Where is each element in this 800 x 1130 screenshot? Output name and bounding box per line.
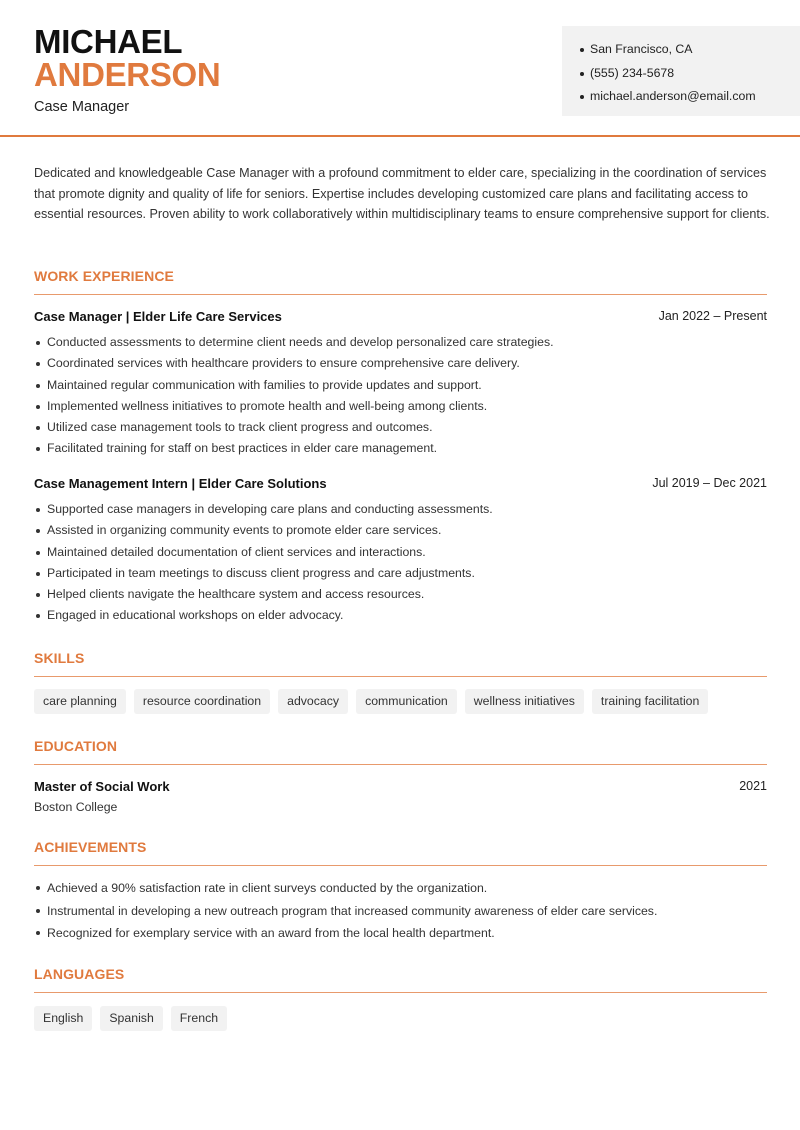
skills-heading: SKILLS bbox=[34, 650, 767, 677]
skill-tag: care planning bbox=[34, 689, 126, 714]
education-heading: EDUCATION bbox=[34, 738, 767, 765]
contact-location: San Francisco, CA bbox=[580, 38, 800, 62]
language-tag: English bbox=[34, 1006, 92, 1031]
list-item: Maintained regular communication with families to provide updates and support. bbox=[34, 375, 767, 396]
list-item: Engaged in educational workshops on elder advocacy. bbox=[34, 605, 767, 626]
list-item: Helped clients navigate the healthcare system and access resources. bbox=[34, 584, 767, 605]
job-title-company: Case Management Intern | Elder Care Solutions bbox=[34, 476, 327, 491]
achievements-list bbox=[34, 877, 767, 945]
language-tag: Spanish bbox=[100, 1006, 162, 1031]
list-item: Implemented wellness initiatives to promote health and well-being among clients. bbox=[34, 396, 767, 417]
skills-tags bbox=[34, 689, 708, 714]
graduation-year: 2021 bbox=[739, 779, 767, 793]
contact-box bbox=[562, 26, 800, 116]
education-entry-header bbox=[34, 779, 767, 797]
list-item: Facilitated training for staff on best practices in elder care management. bbox=[34, 438, 767, 459]
list-item: Achieved a 90% satisfaction rate in client surveys conducted by the organization. bbox=[34, 877, 767, 900]
last-name: ANDERSON bbox=[34, 56, 221, 93]
job-dates: Jul 2019 – Dec 2021 bbox=[652, 476, 767, 490]
job-bullet-list bbox=[34, 499, 767, 627]
skill-tag: training facilitation bbox=[592, 689, 708, 714]
job-entry-header bbox=[34, 309, 767, 327]
degree-title: Master of Social Work bbox=[34, 779, 170, 794]
list-item: Supported case managers in developing care plans and conducting assessments. bbox=[34, 499, 767, 520]
skill-tag: advocacy bbox=[278, 689, 348, 714]
contact-list bbox=[580, 38, 800, 109]
list-item: Conducted assessments to determine client needs and develop personalized care strategies. bbox=[34, 332, 767, 353]
summary-paragraph: Dedicated and knowledgeable Case Manager with a profound commitment to elder care, specializing in the coordination of services that promote dignity and quality of life for seniors. Expertise includes developing customized care plans and facilitating access to essential resources. Proven ability to work collaboratively within multidisciplinary teams to ensure comprehensive support for clients. bbox=[34, 166, 770, 222]
skill-tag: communication bbox=[356, 689, 457, 714]
contact-email: michael.anderson@email.com bbox=[580, 85, 800, 109]
job-bullet-list bbox=[34, 332, 767, 460]
list-item: Utilized case management tools to track client progress and outcomes. bbox=[34, 417, 767, 438]
job-title-company: Case Manager | Elder Life Care Services bbox=[34, 309, 282, 324]
language-tag: French bbox=[171, 1006, 227, 1031]
list-item: Maintained detailed documentation of client services and interactions. bbox=[34, 542, 767, 563]
skill-tag: wellness initiatives bbox=[465, 689, 584, 714]
list-item: Instrumental in developing a new outreach program that increased community awareness of elder care services. bbox=[34, 900, 767, 923]
languages-tags bbox=[34, 1006, 227, 1031]
list-item: Participated in team meetings to discuss client progress and care adjustments. bbox=[34, 563, 767, 584]
work-experience-heading: WORK EXPERIENCE bbox=[34, 268, 767, 295]
list-item: Recognized for exemplary service with an award from the local health department. bbox=[34, 922, 767, 945]
job-dates: Jan 2022 – Present bbox=[658, 309, 767, 323]
languages-heading: LANGUAGES bbox=[34, 966, 767, 993]
job-entry-header bbox=[34, 476, 767, 494]
contact-phone: (555) 234-5678 bbox=[580, 62, 800, 86]
resume-header bbox=[0, 0, 800, 137]
list-item: Coordinated services with healthcare providers to ensure comprehensive care delivery. bbox=[34, 353, 767, 374]
skill-tag: resource coordination bbox=[134, 689, 270, 714]
school-name: Boston College bbox=[34, 800, 118, 814]
job-title: Case Manager bbox=[34, 99, 130, 115]
first-name: MICHAEL bbox=[34, 23, 183, 60]
list-item: Assisted in organizing community events to promote elder care services. bbox=[34, 520, 767, 541]
achievements-heading: ACHIEVEMENTS bbox=[34, 839, 767, 866]
